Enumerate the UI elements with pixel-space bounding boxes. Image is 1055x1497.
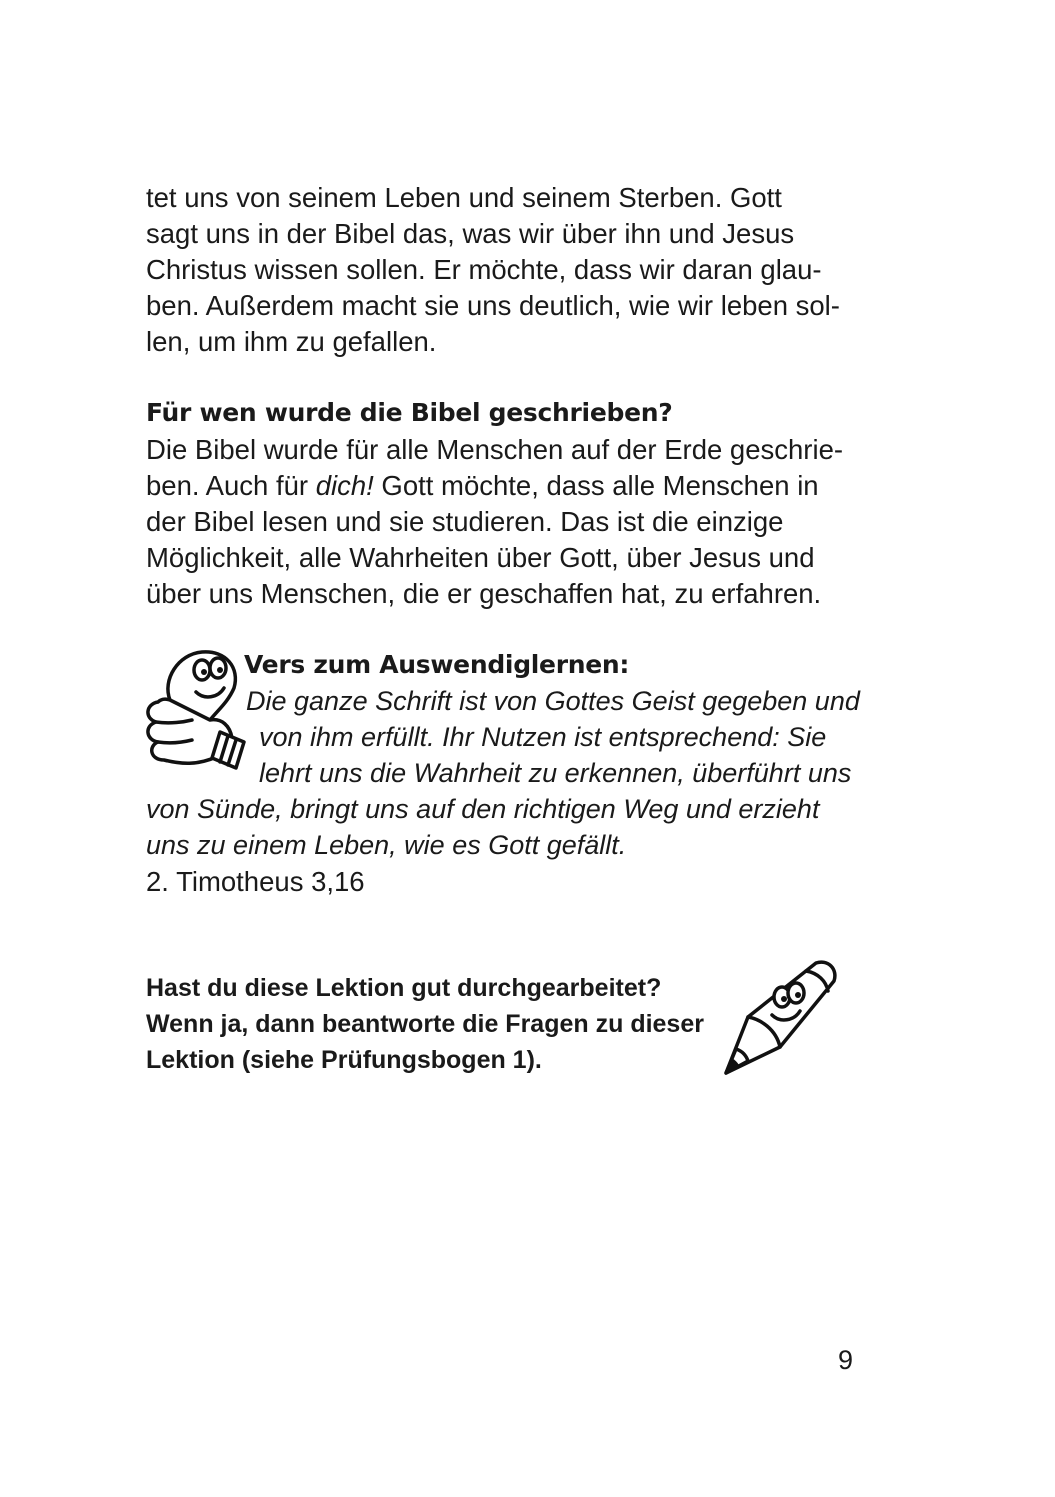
section-line-2-start: ben. Auch für (146, 470, 316, 501)
verse-line-1: Die ganze Schrift ist von Gottes Geist gegeben und (246, 686, 860, 716)
intro-line-4: ben. Außerdem macht sie uns deutlich, wie wir leben sol- (146, 290, 840, 321)
section-line-2-end: Gott möchte, dass alle Menschen in (373, 470, 819, 501)
verse-heading: Vers zum Auswendiglernen: (244, 650, 630, 679)
verse-reference: 2. Timotheus 3,16 (146, 866, 365, 897)
section-line-3: der Bibel lesen und sie studieren. Das ist die einzige (146, 506, 784, 537)
intro-line-5: len, um ihm zu gefallen. (146, 326, 437, 357)
emphasis-dich: dich! (315, 470, 374, 501)
section-line-2 (146, 468, 819, 504)
verse-line-2: von ihm erfüllt. Ihr Nutzen ist entsprechend: Sie (259, 722, 827, 752)
section-line-4: Möglichkeit, alle Wahrheiten über Gott, über Jesus und (146, 542, 815, 573)
thumbs-up-cartoon-icon (140, 640, 250, 785)
verse-line-4: von Sünde, bringt uns auf den richtigen Weg und erzieht (146, 794, 820, 824)
verse-line-5: uns zu einem Leben, wie es Gott gefällt. (146, 830, 627, 860)
section-line-5: über uns Menschen, die er geschaffen hat, zu erfahren. (146, 578, 822, 609)
closing-line-1: Hast du diese Lektion gut durchgearbeitet? (146, 974, 662, 1002)
intro-line-2: sagt uns in der Bibel das, was wir über ihn und Jesus (146, 218, 795, 249)
section-line-1: Die Bibel wurde für alle Menschen auf der Erde geschrie- (146, 434, 844, 465)
verse-line-3: lehrt uns die Wahrheit zu erkennen, überführt uns (259, 758, 852, 788)
page-number: 9 (838, 1345, 854, 1375)
closing-line-3: Lektion (siehe Prüfungsbogen 1). (146, 1046, 542, 1074)
pencil-cartoon-icon (720, 955, 845, 1080)
section-heading: Für wen wurde die Bibel geschrieben? (146, 398, 673, 427)
closing-line-2: Wenn ja, dann beantworte die Fragen zu dieser (146, 1010, 704, 1038)
intro-line-3: Christus wissen sollen. Er möchte, dass wir daran glau- (146, 254, 822, 285)
intro-line-1: tet uns von seinem Leben und seinem Sterben. Gott (146, 182, 782, 213)
